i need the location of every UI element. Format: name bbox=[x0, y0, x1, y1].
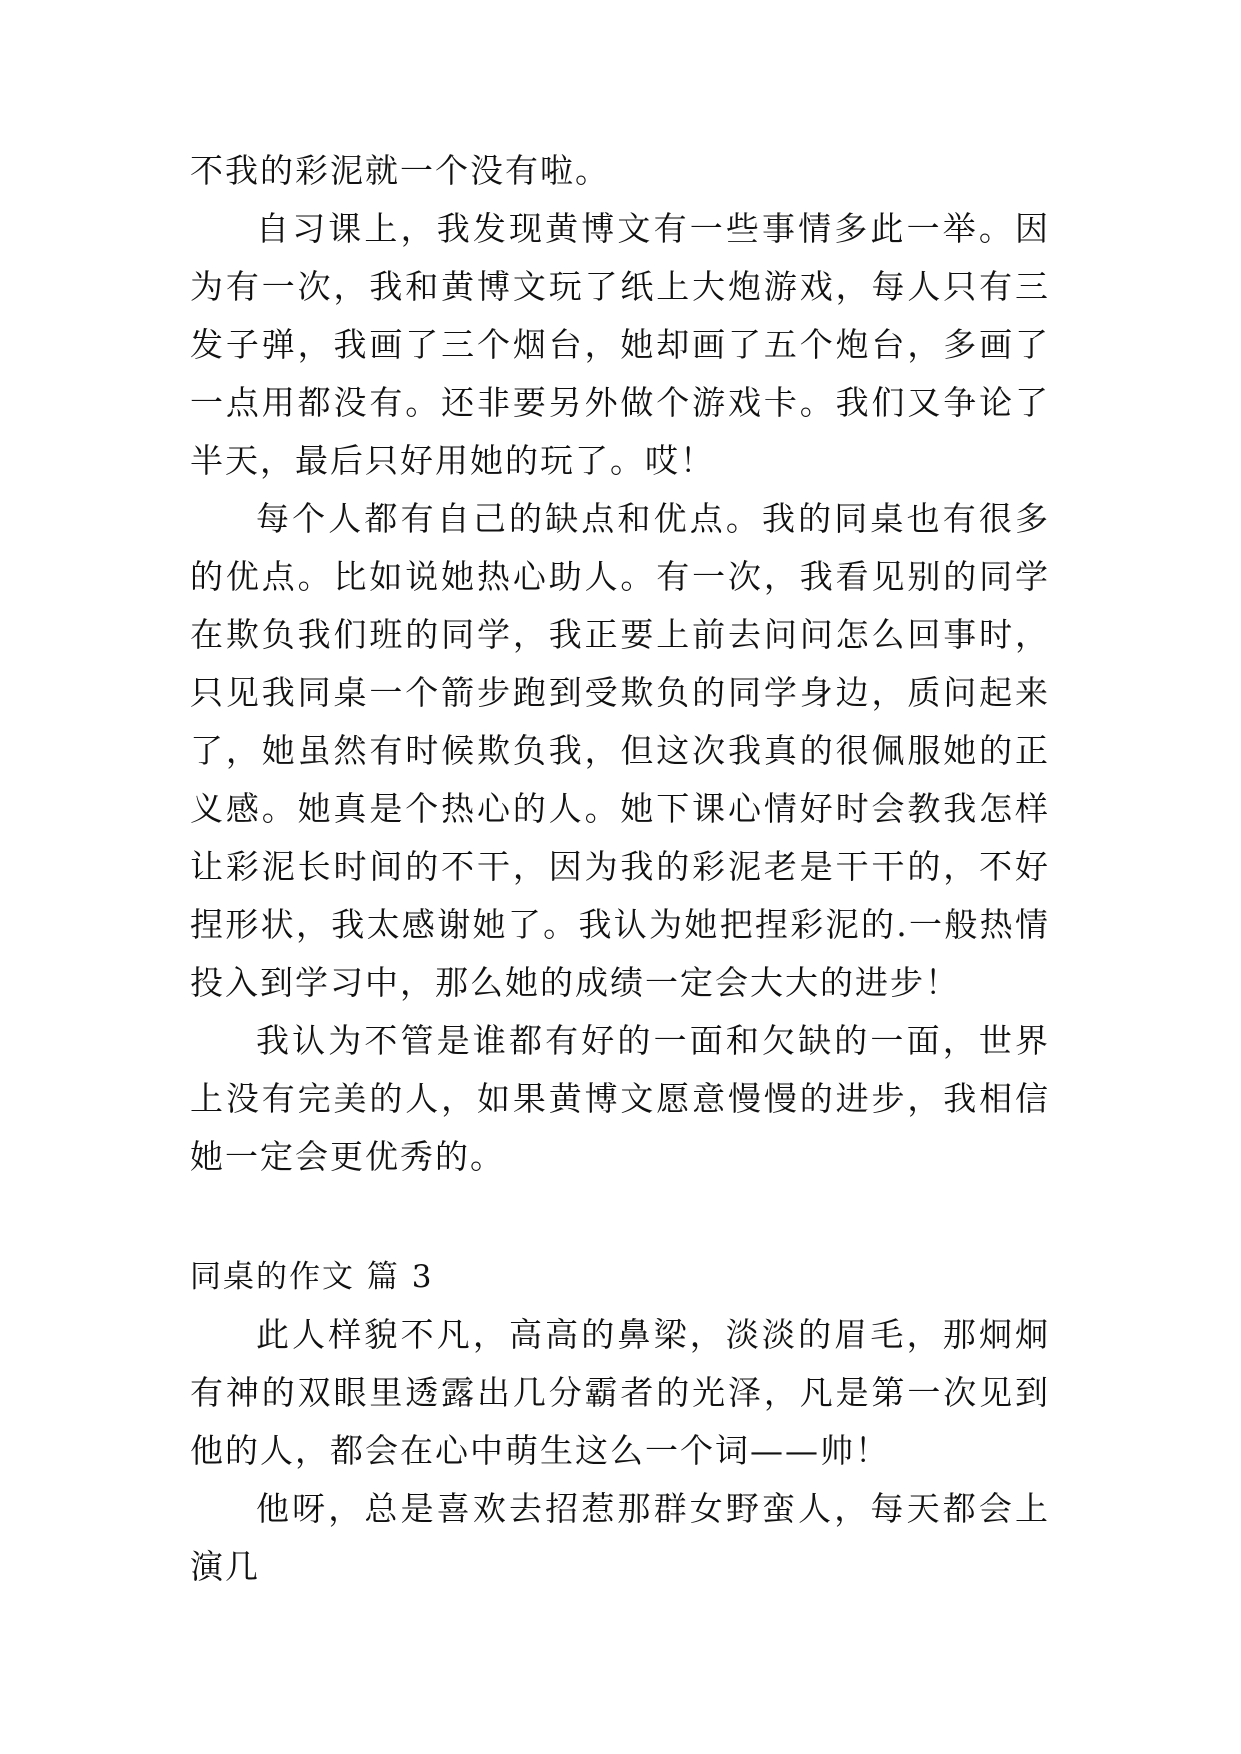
paragraph: 此人样貌不凡，高高的鼻梁，淡淡的眉毛，那炯炯有神的双眼里透露出几分霸者的光泽，凡是第一次见到他的人，都会在心中萌生这么一个词——帅！ bbox=[190, 1315, 1050, 1470]
paragraph: 自习课上，我发现黄博文有一些事情多此一举。因为有一次，我和黄博文玩了纸上大炮游戏，每人只有三发子弹，我画了三个烟台，她却画了五个炮台，多画了一点用都没有。还非要另外做个游戏卡。我们又争论了半天，最后只好用她的玩了。哎！ bbox=[190, 209, 1050, 480]
essay-body-part-2 bbox=[190, 1306, 1050, 1596]
section-heading: 同桌的作文 篇 3 bbox=[190, 1259, 434, 1295]
paragraph: 不我的彩泥就一个没有啦。 bbox=[190, 151, 610, 190]
essay-body-part-1 bbox=[190, 142, 1050, 1186]
paragraph: 每个人都有自己的缺点和优点。我的同桌也有很多的优点。比如说她热心助人。有一次，我看见别的同学在欺负我们班的同学，我正要上前去问问怎么回事时，只见我同桌一个箭步跑到受欺负的同学身边，质问起来了，她虽然有时候欺负我，但这次我真的很佩服她的正义感。她真是个热心的人。她下课心情好时会教我怎样让彩泥长时间的不干，因为我的彩泥老是干干的，不好捏形状，我太感谢她了。我认为她把捏彩泥的.一般热情投入到学习中，那么她的成绩一定会大大的进步！ bbox=[190, 499, 1050, 1002]
paragraph: 我认为不管是谁都有好的一面和欠缺的一面，世界上没有完美的人，如果黄博文愿意慢慢的进步，我相信她一定会更优秀的。 bbox=[190, 1021, 1050, 1176]
paragraph: 他呀，总是喜欢去招惹那群女野蛮人，每天都会上演几 bbox=[190, 1489, 1050, 1586]
